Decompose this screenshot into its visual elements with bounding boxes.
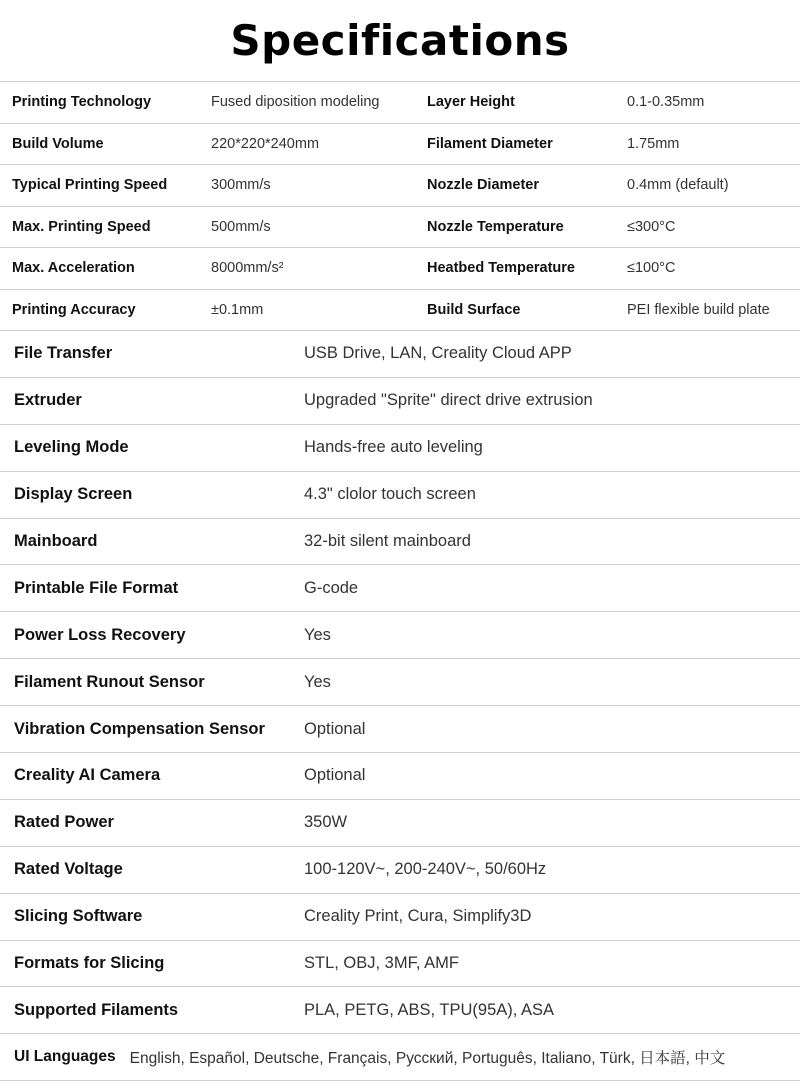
spec-label: UI Languages (14, 1048, 116, 1066)
page-title: Specifications (0, 0, 800, 82)
spec-value: 8000mm/s² (211, 260, 284, 277)
spec-label: Rated Voltage (14, 860, 123, 879)
table-row (0, 987, 800, 1034)
spec-grid (0, 82, 800, 331)
spec-value: Creality Print, Cura, Simplify3D (304, 907, 532, 926)
spec-label: Printing Accuracy (12, 301, 136, 318)
spec-label: Printing Technology (12, 94, 152, 111)
spec-value: STL, OBJ, 3MF, AMF (304, 954, 459, 973)
spec-value: 220*220*240mm (211, 135, 320, 152)
spec-label: Rated Power (14, 813, 114, 832)
spec-label: Heatbed Temperature (427, 260, 575, 277)
table-row (0, 378, 800, 425)
spec-value: ±0.1mm (211, 301, 264, 318)
spec-value: 0.4mm (default) (627, 177, 729, 194)
spec-label: Filament Runout Sensor (14, 672, 205, 691)
spec-value: 100-120V~, 200-240V~, 50/60Hz (304, 860, 547, 879)
spec-label: Max. Printing Speed (12, 218, 151, 235)
table-row (0, 165, 800, 207)
spec-label: Layer Height (427, 94, 515, 111)
spec-label: Nozzle Temperature (427, 218, 564, 235)
spec-label: Supported Filaments (14, 1000, 179, 1019)
spec-value: PEI flexible build plate (627, 301, 770, 318)
spec-value: Yes (304, 625, 331, 644)
spec-label: Display Screen (14, 485, 133, 504)
table-row (0, 82, 800, 124)
spec-list (0, 331, 800, 1081)
spec-label: Filament Diameter (427, 135, 553, 152)
spec-label: Creality AI Camera (14, 766, 161, 785)
spec-value: PLA, PETG, ABS, TPU(95A), ASA (304, 1000, 555, 1019)
spec-label: Power Loss Recovery (14, 625, 186, 644)
table-row (0, 800, 800, 847)
table-row (0, 519, 800, 566)
spec-label: Printable File Format (14, 578, 179, 597)
spec-label: Nozzle Diameter (427, 177, 540, 194)
spec-value: USB Drive, LAN, Creality Cloud APP (304, 344, 572, 363)
spec-value: English, Español, Deutsche, Français, Русский, Português, Italiano, Türk, 日本語, 中文 (129, 1050, 726, 1068)
spec-value: G-code (304, 578, 359, 597)
table-row (0, 207, 800, 249)
spec-value: 350W (304, 813, 348, 832)
table-row (0, 124, 800, 166)
spec-value: 300mm/s (211, 177, 271, 194)
spec-label: Build Surface (427, 301, 521, 318)
table-row (0, 248, 800, 290)
table-row (0, 753, 800, 800)
spec-value: Upgraded "Sprite" direct drive extrusion (304, 391, 593, 410)
spec-value: Optional (304, 766, 366, 785)
spec-value: ≤300°C (627, 218, 676, 235)
table-row (0, 290, 800, 332)
spec-value: Fused diposition modeling (211, 94, 380, 111)
table-row (0, 425, 800, 472)
spec-value: 1.75mm (627, 135, 680, 152)
spec-label: Slicing Software (14, 907, 143, 926)
spec-value: 500mm/s (211, 218, 271, 235)
table-row-languages (0, 1034, 800, 1081)
table-row (0, 706, 800, 753)
table-row (0, 659, 800, 706)
spec-label: File Transfer (14, 344, 113, 363)
table-row (0, 941, 800, 988)
table-row (0, 472, 800, 519)
spec-value: Hands-free auto leveling (304, 438, 483, 457)
spec-label: Mainboard (14, 532, 98, 550)
table-row (0, 612, 800, 659)
spec-value: 0.1-0.35mm (627, 94, 705, 111)
table-row (0, 847, 800, 894)
spec-value: Optional (304, 719, 366, 738)
spec-label: Vibration Compensation Sensor (14, 719, 265, 738)
spec-label: Leveling Mode (14, 438, 129, 457)
spec-label: Build Volume (12, 135, 104, 152)
spec-value: 4.3" clolor touch screen (304, 485, 476, 504)
spec-label: Extruder (14, 391, 82, 410)
spec-label: Formats for Slicing (14, 954, 165, 973)
spec-value: Yes (304, 672, 331, 691)
spec-label: Max. Acceleration (12, 260, 135, 277)
table-row (0, 331, 800, 378)
spec-label: Typical Printing Speed (12, 177, 168, 194)
spec-value: 32-bit silent mainboard (304, 532, 471, 550)
spec-value: ≤100°C (627, 260, 676, 277)
table-row (0, 894, 800, 941)
table-row (0, 565, 800, 612)
